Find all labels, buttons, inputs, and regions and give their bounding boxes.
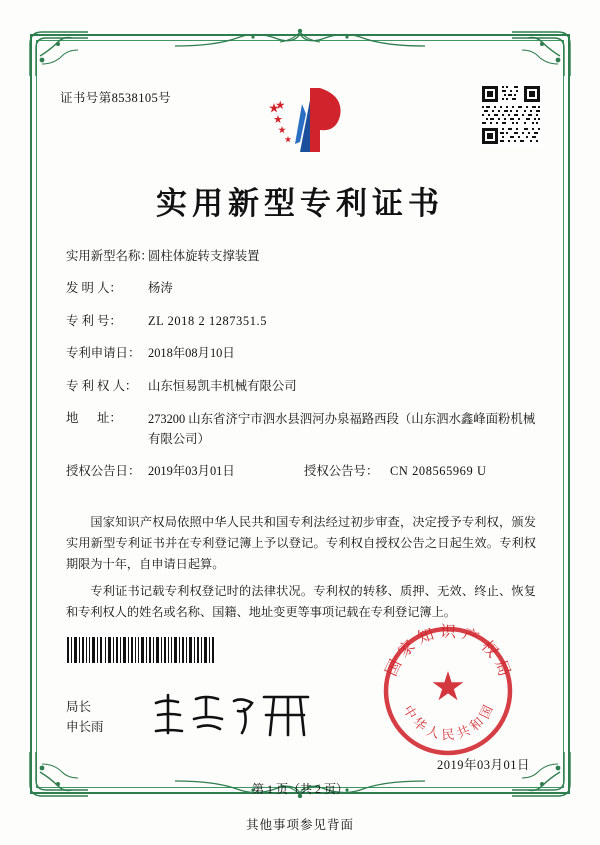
- field-row-grant: [66, 463, 536, 481]
- grant-number-value: CN 208565969 U: [390, 464, 487, 479]
- signature-block: [66, 697, 104, 737]
- inventor-value: 杨涛: [148, 281, 173, 296]
- legal-paragraph-2: 专利证书记载专利权登记时的法律状况。专利权的转移、质押、无效、终止、恢复和专利权人的姓名或名称、国籍、地址变更等事项记载在专利登记簿上。: [66, 583, 536, 619]
- legal-text-block: [66, 512, 536, 629]
- handwritten-signature-icon: [148, 689, 318, 741]
- corner-ornament-icon: [508, 30, 572, 78]
- grant-number-label: 授权公告号：: [304, 464, 379, 479]
- grant-date-label: 授权公告日：: [66, 464, 141, 479]
- certificate-number: 证书号第8538105号: [60, 91, 172, 105]
- patent-number-value: ZL 2018 2 1287351.5: [148, 313, 268, 328]
- field-list: [66, 248, 536, 496]
- cnipa-logo-icon: [248, 82, 358, 160]
- patentee-label: 专 利 权 人：: [66, 378, 138, 393]
- field-row-inventor: [66, 280, 536, 298]
- barcode: [66, 637, 216, 663]
- corner-ornament-icon: [28, 30, 92, 78]
- grant-date-value: 2019年03月01日: [148, 464, 235, 479]
- director-title-label: 局长: [66, 700, 92, 714]
- page-number: 第 1 页（共 2 页）: [251, 782, 348, 796]
- patent-number-label: 专 利 号：: [66, 313, 122, 328]
- svg-text:中华人民共和国: 中华人民共和国: [400, 699, 498, 743]
- address-label: 地 址：: [66, 411, 122, 426]
- field-row-patentee: [66, 378, 536, 396]
- top-flourish-icon: [175, 26, 425, 52]
- application-date-value: 2018年08月10日: [148, 346, 235, 361]
- page-title: 实用新型专利证书: [156, 186, 444, 221]
- seal-date: 2019年03月01日: [436, 758, 530, 772]
- svg-text:国家知识产权局: 国家知识产权局: [383, 623, 515, 684]
- field-row-patent-number: [66, 313, 536, 331]
- utility-model-name-value: 圆柱体旋转支撑装置: [148, 249, 260, 263]
- grant-date-group: [66, 463, 304, 481]
- qr-code-icon: [480, 84, 542, 146]
- legal-paragraph-1: 国家知识产权局依照中华人民共和国专利法经过初步审查，决定授予专利权，颁发实用新型专利证书并在专利登记簿上予以登记。专利权自授权公告之日起生效。专利权期限为十年，自申请日起算。: [66, 515, 536, 571]
- inventor-label: 发 明 人：: [66, 281, 122, 296]
- patentee-value: 山东恒易凯丰机械有限公司: [148, 378, 297, 393]
- field-row-application-date: [66, 345, 536, 363]
- field-row-address: [66, 410, 536, 448]
- field-row-utility-model-name: [66, 248, 536, 266]
- address-value: 273200 山东省济宁市泗水县泗河办泉福路西段（山东泗水鑫峰面粉机械有限公司）: [148, 412, 536, 446]
- utility-model-name-label: 实用新型名称：: [66, 249, 153, 263]
- director-name-label: 申长雨: [66, 720, 104, 734]
- application-date-label: 专利申请日：: [66, 346, 141, 361]
- footer-note: 其他事项参见背面: [245, 818, 354, 832]
- official-seal: [374, 617, 522, 765]
- grant-number-group: [304, 463, 536, 481]
